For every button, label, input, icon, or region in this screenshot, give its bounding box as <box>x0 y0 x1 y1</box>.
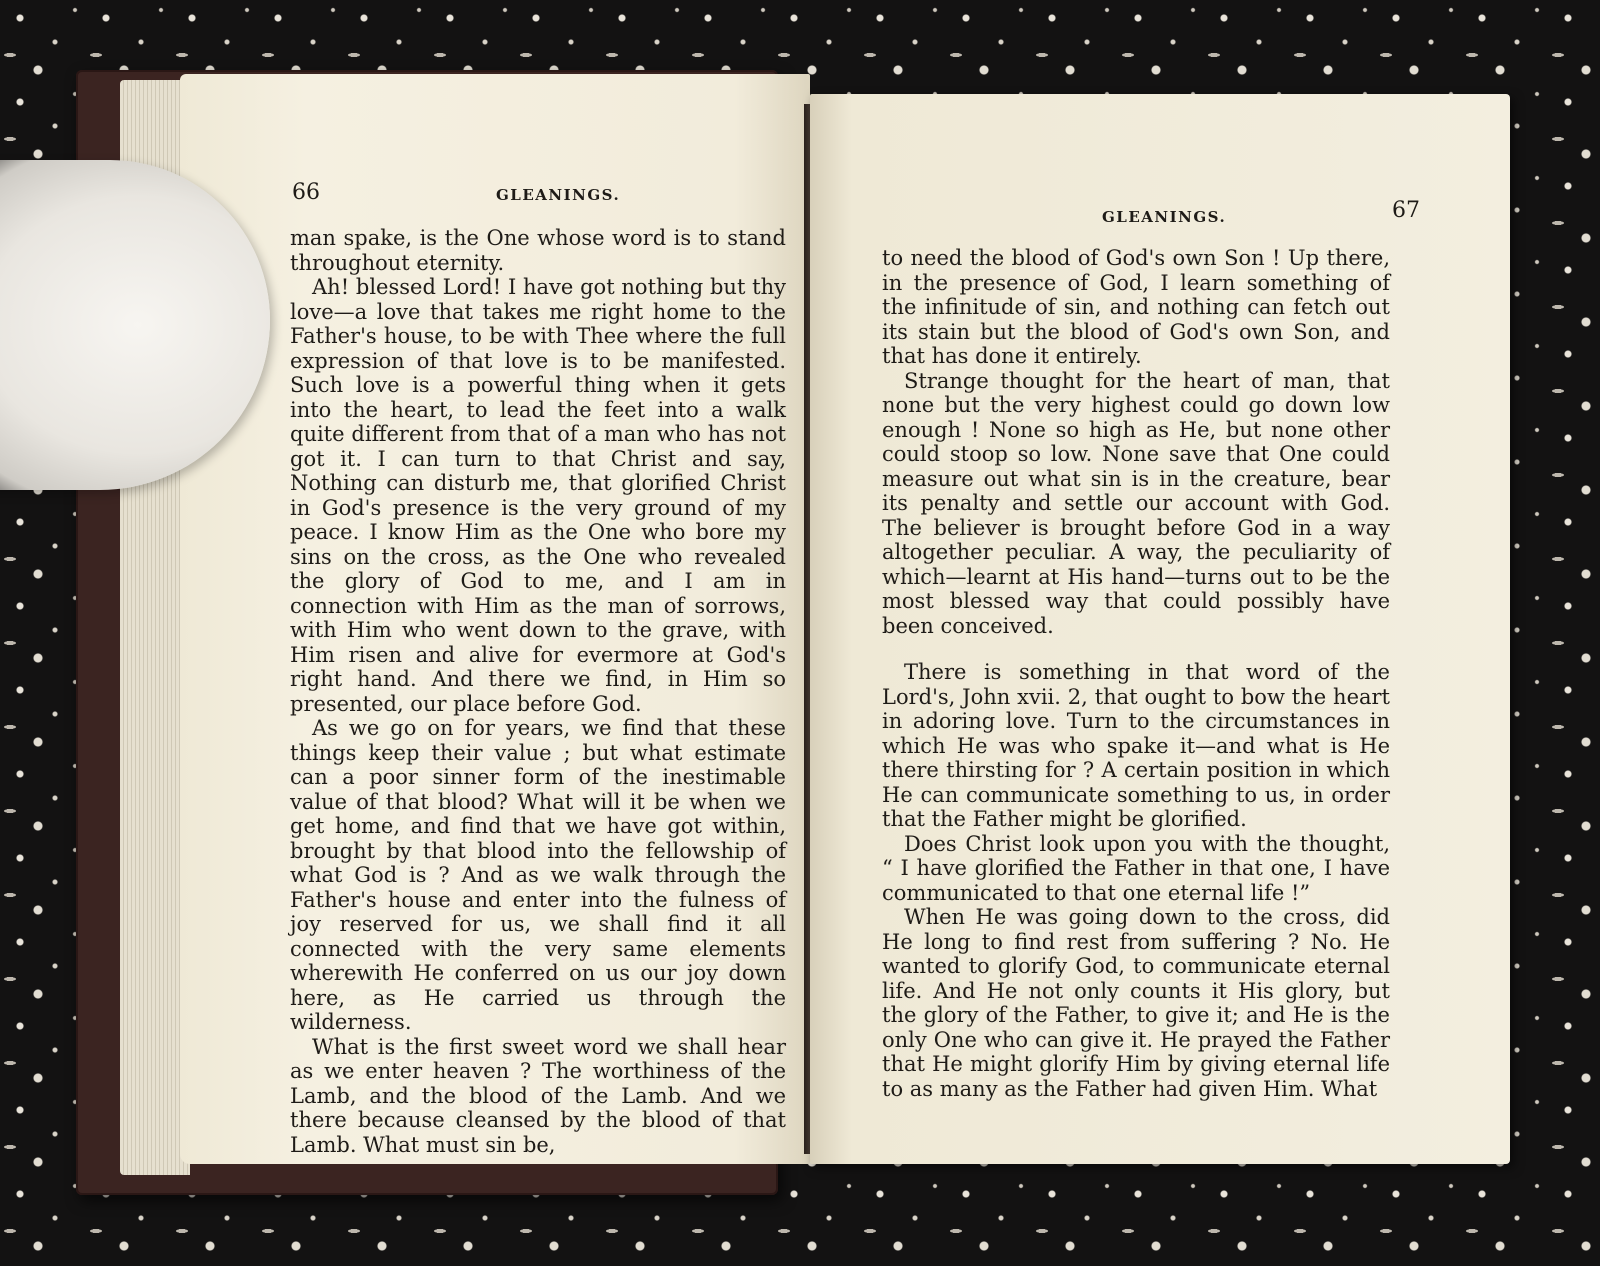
running-head: GLEANINGS. <box>496 186 621 204</box>
paragraph: What is the first sweet word we shall hear as we enter heaven ? The worthiness of the Lamb, and the blood of the Lamb. And we there because cleansed by the blood of that Lamb. What must sin be, <box>290 1034 786 1157</box>
paragraph: As we go on for years, we find that these things keep their value ; but what estimate can a poor sinner form of the inestimable value of that blood? What will it be when we get home, and find that we have got within, brought by that blood into the fellowship of what God is ? And as we walk through the Father's house and enter into the fulness of joy reserved for us, we shall find it all connected with the very same elements wherewith He conferred on us our joy down here, as He carried us through the wilderness. <box>290 716 786 1034</box>
paragraph: Does Christ look upon you with the thought, “ I have glorified the Father in that one, I have communicated to that one eternal life !” <box>882 831 1390 905</box>
running-head: GLEANINGS. <box>1102 208 1227 226</box>
page-number: 67 <box>1392 198 1420 223</box>
paragraph: Ah! blessed Lord! I have got nothing but thy love—a love that takes me right home to the Father's house, to be with Thee where the full expression of that love is to be manifested. Such love is a powerful thing when it gets into the heart, to lead the feet into a walk quite different from that of a man who has not got it. I can turn to that Christ and say, Nothing can disturb me, that glorified Christ in God's presence is the very ground of my peace. I know Him as the One who bore my sins on the cross, as the One who revealed the glory of God to me, and I am in connection with Him as the man of sorrows, with Him who went down to the grave, with Him risen and alive for evermore at God's right hand. And there we find, in Him so presented, our place before God. <box>290 275 786 716</box>
paragraph: to need the blood of God's own Son ! Up there, in the presence of God, I learn something of the infinitude of sin, and nothing can fetch out its stain but the blood of God's own Son, and that has done it entirely. <box>882 246 1390 368</box>
paragraph: When He was going down to the cross, did He long to find rest from suffering ? No. He wanted to glorify God, to communicate eternal life. And He not only counts it His glory, but the glory of the Father, to give it; and He is the only One who can give it. He prayed the Father that He might glorify Him by giving eternal life to as many as the Father had given Him. What <box>882 905 1390 1101</box>
paragraph: Strange thought for the heart of man, that none but the very highest could go down low enough ! None so high as He, but none other could stoop so low. None save that One could measure out what sin is in the creature, bear its penalty and settle our account with God. The believer is brought before God in a way altogether peculiar. A way, the peculiarity of which—learnt at His hand—turns out to be the most blessed way that could possibly have been conceived. <box>882 368 1390 638</box>
left-page <box>180 74 810 1164</box>
page-number: 66 <box>292 180 320 205</box>
right-page-text <box>882 246 1390 1101</box>
left-page-text <box>290 226 786 1157</box>
paragraph: There is something in that word of the Lord's, John xvii. 2, that ought to bow the heart in adoring love. Turn to the circumstances in which He was who spake it—and what is He there thirsting for ? A certain position in which He can communicate something to us, in order that the Father might be glorified. <box>882 660 1390 831</box>
paragraph: man spake, is the One whose word is to stand throughout eternity. <box>290 226 786 275</box>
right-page <box>810 94 1510 1164</box>
